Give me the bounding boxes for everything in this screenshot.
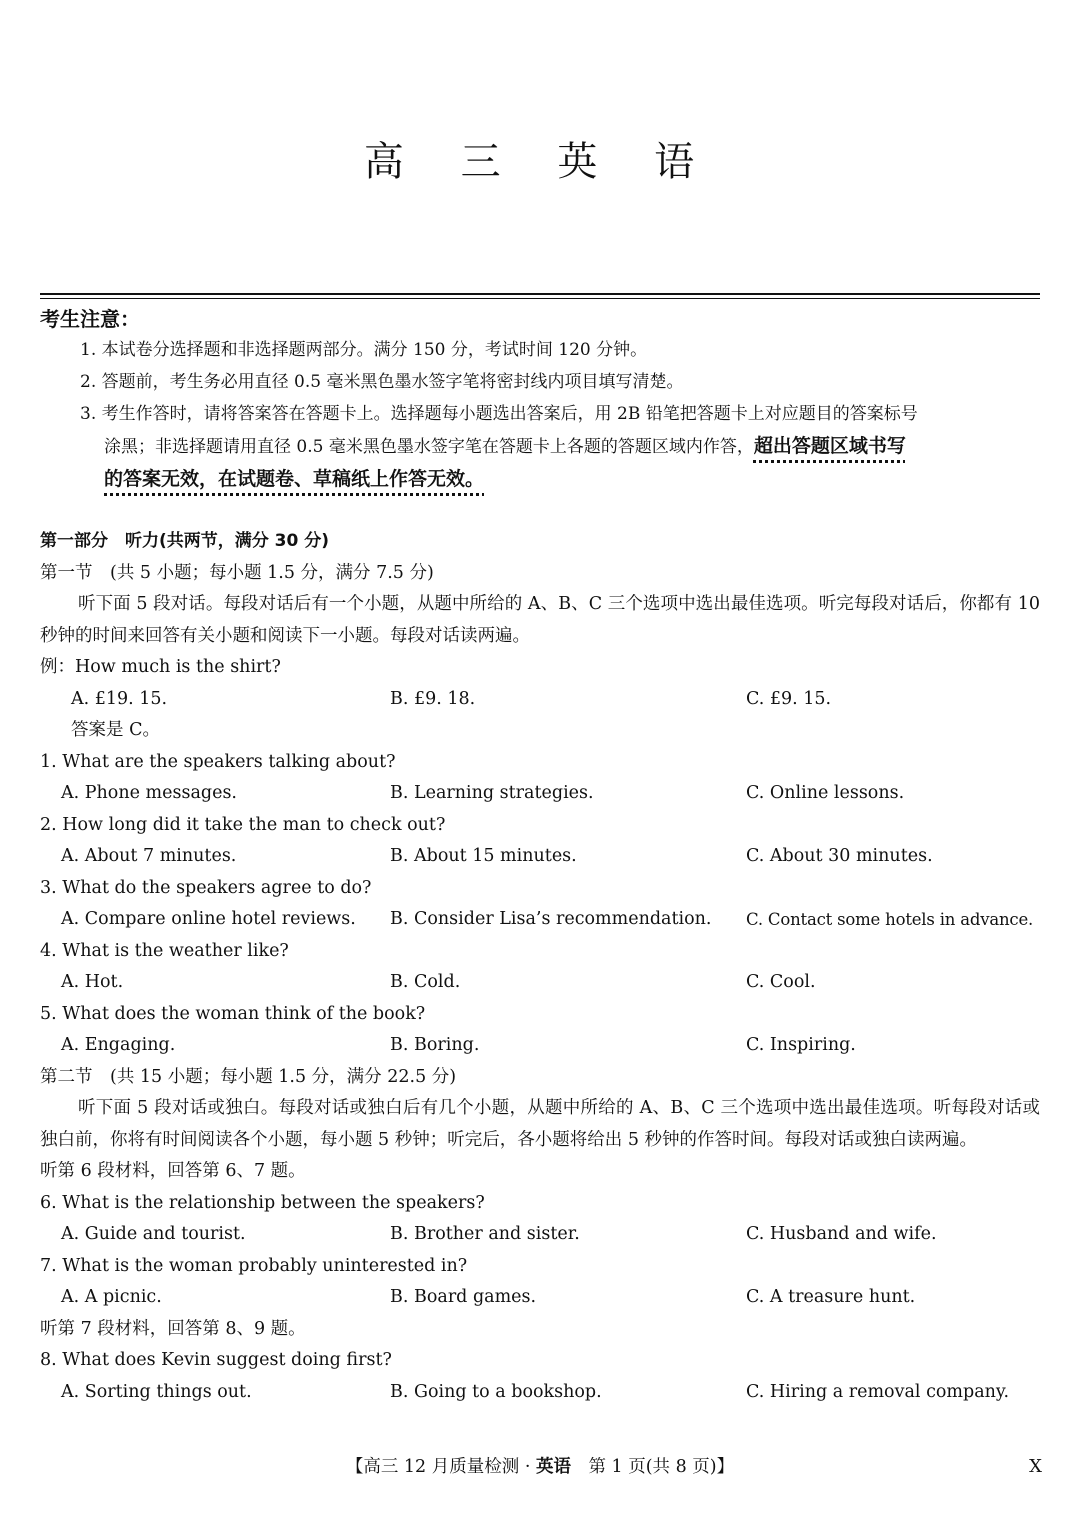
notice-item-3-plain: 涂黑；非选择题请用直径 0.5 毫米黑色墨水签字笔在答题卡上各题的答题区域内作答， <box>104 437 754 457</box>
option-a: A. Sorting things out. <box>61 1381 252 1402</box>
option-c: C. About 30 minutes. <box>746 846 933 866</box>
option-a: A. £19. 15. <box>71 688 168 709</box>
option-c: C. Online lessons. <box>746 783 905 803</box>
question-7-options <box>40 1282 1040 1314</box>
example-question: 例：How much is the shirt? <box>40 657 281 677</box>
section-1-heading: 第一节 (共 5 小题；每小题 1.5 分，满分 7.5 分) <box>40 562 434 583</box>
header-divider-thin <box>40 298 1040 299</box>
question-2-options <box>40 841 1040 873</box>
option-a: A. Engaging. <box>61 1035 176 1055</box>
notice-item-3-emphasis: 超出答题区域书写 <box>753 435 906 457</box>
option-a: A. A picnic. <box>61 1287 162 1307</box>
question-1: 1. What are the speakers talking about? <box>40 751 396 772</box>
option-a: A. Compare online hotel reviews. <box>61 909 356 929</box>
option-b: B. Brother and sister. <box>390 1224 580 1244</box>
question-1-options <box>40 778 1040 810</box>
footer-code: X <box>1029 1456 1042 1477</box>
question-3: 3. What do the speakers agree to do? <box>40 877 372 898</box>
part-heading: 第一部分 听力(共两节，满分 30 分) <box>40 531 330 551</box>
question-6-options <box>40 1219 1040 1251</box>
example-answer: 答案是 C。 <box>71 720 160 740</box>
notice-item-3-line3 <box>80 463 1040 496</box>
option-b: B. About 15 minutes. <box>390 846 577 866</box>
notice-item-1: 1. 本试卷分选择题和非选择题两部分。满分 150 分，考试时间 120 分钟。 <box>80 340 648 360</box>
section-1-instructions: 听下面 5 段对话。每段对话后有一个小题，从题中所给的 A、B、C 三个选项中选出最佳选项。听完每段对话后，你都有 10 秒钟的时间来回答有关小题和阅读下一小题。每段对话读两遍。 <box>40 594 1040 646</box>
material-7-instruction: 听第 7 段材料，回答第 8、9 题。 <box>40 1318 306 1339</box>
question-6: 6. What is the relationship between the speakers? <box>40 1192 485 1213</box>
candidate-notice <box>40 304 1040 496</box>
option-b: B. Consider Lisa’s recommendation. <box>390 909 712 929</box>
notice-item-3-emphasis-cont: 的答案无效，在试题卷、草稿纸上作答无效。 <box>104 468 485 490</box>
option-c: C. £9. 15. <box>746 688 832 709</box>
option-b: B. Boring. <box>390 1035 480 1055</box>
notice-item-3-line2 <box>80 430 1040 463</box>
question-8: 8. What does Kevin suggest doing first? <box>40 1350 392 1370</box>
option-c: C. Inspiring. <box>746 1035 856 1055</box>
notice-heading: 考生注意： <box>40 307 140 331</box>
page-title: 高 三 英 语 <box>363 139 717 185</box>
footer-info <box>0 1452 1080 1482</box>
question-5-options <box>40 1030 1040 1062</box>
notice-item-3 <box>40 398 1040 496</box>
question-3-options <box>40 904 1040 936</box>
option-a: A. Hot. <box>61 972 124 992</box>
option-a: A. Phone messages. <box>61 783 237 803</box>
question-5: 5. What does the woman think of the book? <box>40 1003 426 1024</box>
option-c: C. Husband and wife. <box>746 1224 937 1244</box>
option-b: B. Learning strategies. <box>390 783 594 803</box>
option-a: A. Guide and tourist. <box>61 1224 246 1244</box>
option-c: C. Hiring a removal company. <box>746 1381 1010 1402</box>
option-b: B. Cold. <box>390 972 461 992</box>
header-divider <box>40 293 1040 295</box>
question-4-options <box>40 967 1040 999</box>
question-8-options <box>40 1377 1040 1409</box>
section-2-heading: 第二节 (共 15 小题；每小题 1.5 分，满分 22.5 分) <box>40 1066 457 1087</box>
option-b: B. Board games. <box>390 1287 537 1307</box>
section-2-instructions: 听下面 5 段对话或独白。每段对话或独白后有几个小题，从题中所给的 A、B、C 三个选项中选出最佳选项。听每段对话或独白前，你将有时间阅读各个小题，每小题 5 秒钟；听完后，各小题将给出 5 秒钟的作答时间。每段对话或独白读两遍。 <box>40 1098 1040 1150</box>
option-b: B. £9. 18. <box>390 688 476 709</box>
footer-page-info: 第 1 页(共 8 页)】 <box>570 1457 735 1477</box>
option-c: C. A treasure hunt. <box>746 1287 916 1307</box>
option-a: A. About 7 minutes. <box>61 846 237 866</box>
question-2: 2. How long did it take the man to check out? <box>40 814 446 835</box>
option-b: B. Going to a bookshop. <box>390 1381 602 1402</box>
page-footer <box>0 1452 1080 1482</box>
notice-item-2: 2. 答题前，考生务必用直径 0.5 毫米黑色墨水签字笔将密封线内项目填写清楚。 <box>80 372 684 392</box>
question-7: 7. What is the woman probably uninterested in? <box>40 1255 468 1276</box>
option-c: C. Contact some hotels in advance. <box>746 910 1034 929</box>
example-options <box>40 684 1040 716</box>
material-6-instruction: 听第 6 段材料，回答第 6、7 题。 <box>40 1161 306 1181</box>
question-4: 4. What is the weather like? <box>40 940 289 961</box>
footer-prefix: 【高三 12 月质量检测 · <box>345 1457 536 1477</box>
part-one-listening <box>40 526 1040 1408</box>
option-c: C. Cool. <box>746 972 816 992</box>
notice-item-3-line1: 3. 考生作答时，请将答案答在答题卡上。选择题每小题选出答案后，用 2B 铅笔把答题卡上对应题目的答案标号 <box>80 404 918 424</box>
footer-subject: 英语 <box>535 1457 571 1477</box>
